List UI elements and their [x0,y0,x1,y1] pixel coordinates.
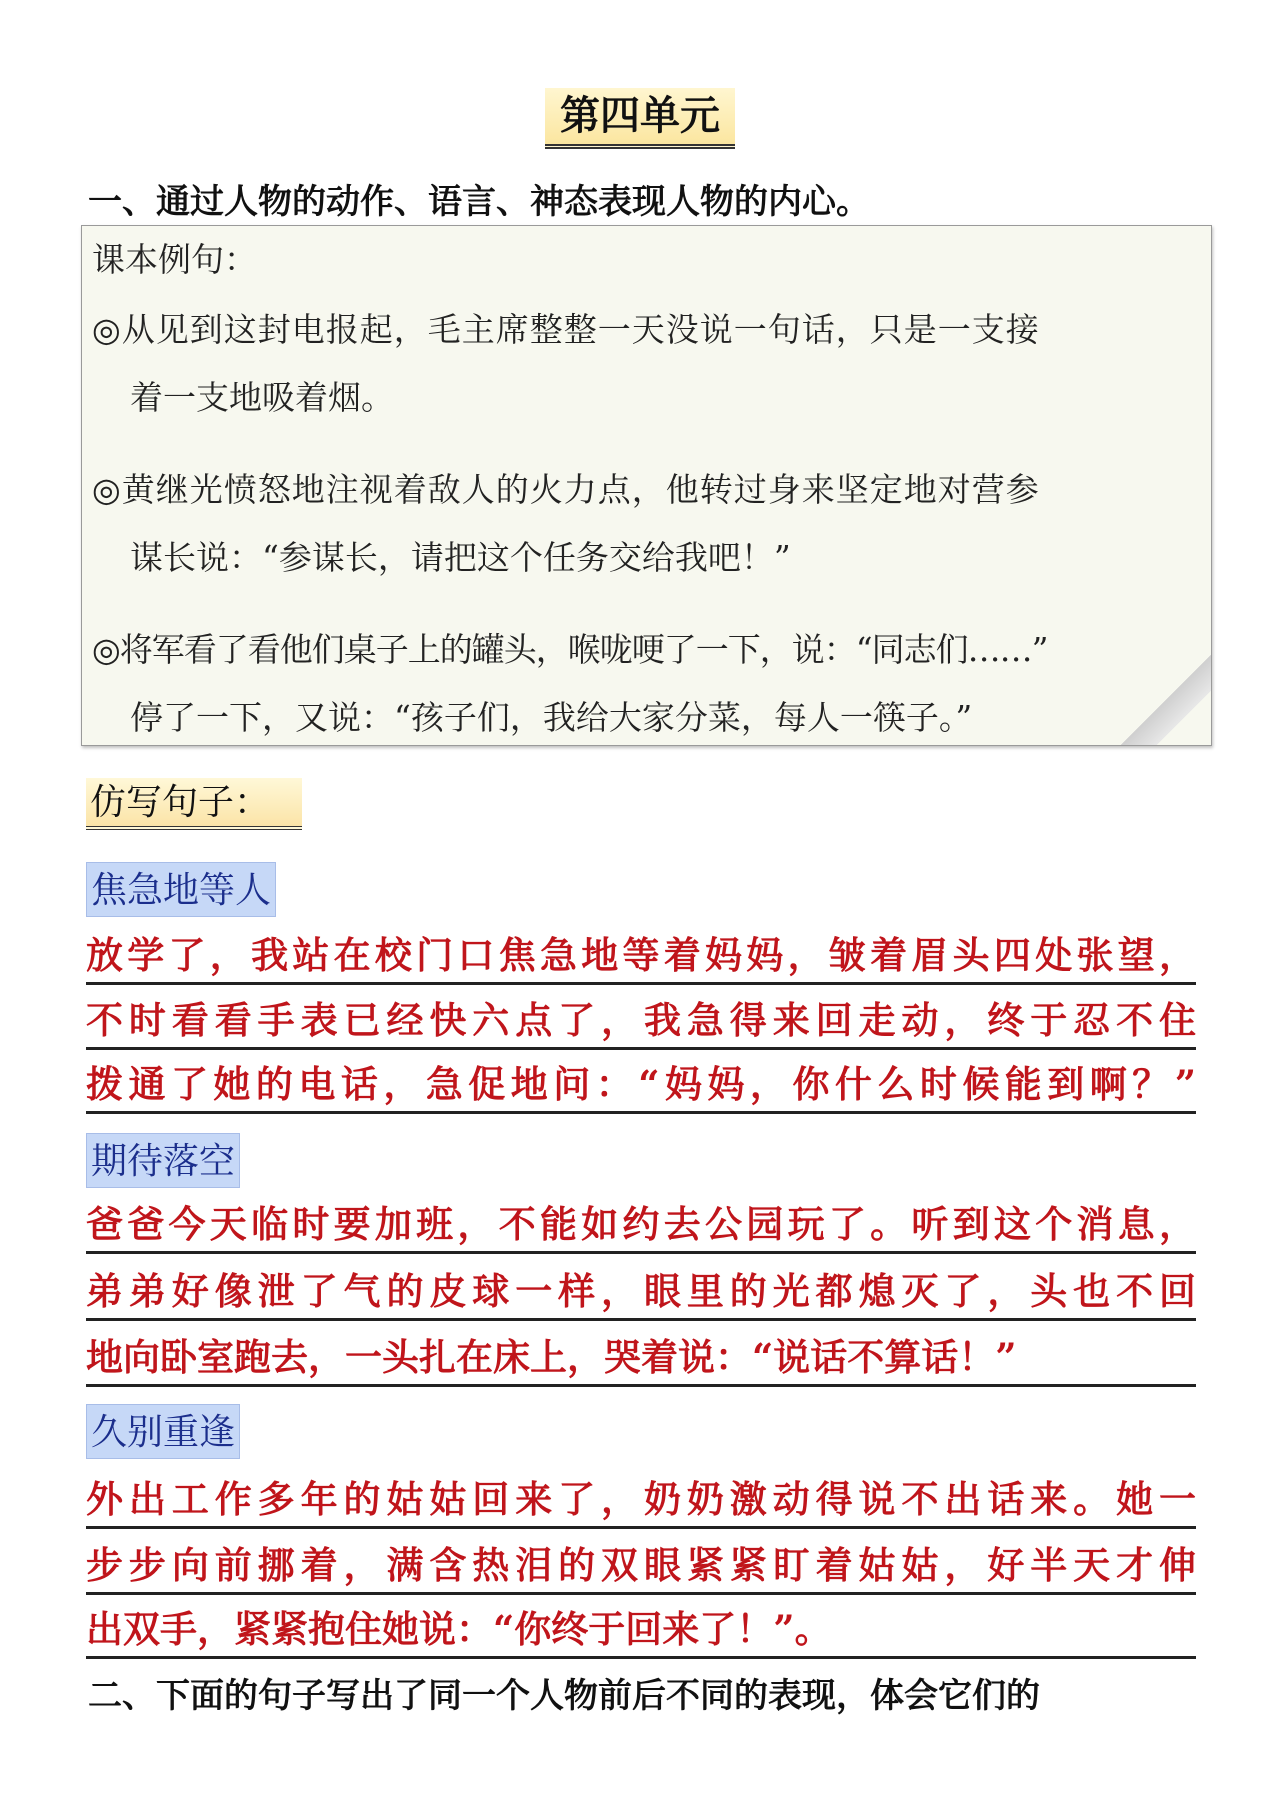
imitation-line: 外出工作多年的姑姑回来了，奶奶激动得说不出话来。她一 [86,1474,1196,1529]
textbook-examples-box [81,225,1212,746]
topic-label: 久别重逢 [86,1404,240,1459]
example-line: ◎将军看了看他们桌子上的罐头，喉咙哽了一下，说：“同志们……” [92,630,1048,669]
imitation-line: 不时看看手表已经快六点了，我急得来回走动，终于忍不住 [86,995,1196,1050]
imitation-line: 放学了，我站在校门口焦急地等着妈妈，皱着眉头四处张望， [86,930,1196,985]
imitation-heading: 仿写句子： [86,778,302,830]
imitation-line: 拨通了她的电话，急促地问：“妈妈，你什么时候能到啊？” [86,1059,1196,1114]
topic-label: 期待落空 [86,1133,240,1188]
section-1-heading: 一、通过人物的动作、语言、神态表现人物的内心。 [88,182,870,222]
unit-title: 第四单元 [545,88,735,149]
section-2-heading: 二、下面的句子写出了同一个人物前后不同的表现，体会它们的 [88,1676,1040,1716]
imitation-line: 出双手，紧紧抱住她说：“你终于回来了！”。 [86,1604,1196,1659]
imitation-line: 步步向前挪着，满含热泪的双眼紧紧盯着姑姑，好半天才伸 [86,1540,1196,1595]
imitation-line: 爸爸今天临时要加班，不能如约去公园玩了。听到这个消息， [86,1199,1196,1254]
example-line: ◎从见到这封电报起，毛主席整整一天没说一句话，只是一支接 [92,310,1040,349]
example-line: 停了一下，又说：“孩子们，我给大家分菜，每人一筷子。” [130,698,973,737]
imitation-line: 地向卧室跑去，一头扎在床上，哭着说：“说话不算话！” [86,1332,1196,1387]
imitation-line: 弟弟好像泄了气的皮球一样，眼里的光都熄灭了，头也不回 [86,1266,1196,1321]
textbook-label: 课本例句： [92,240,257,279]
example-line: 谋长说：“参谋长，请把这个任务交给我吧！” [130,538,791,577]
example-line: 着一支地吸着烟。 [130,378,394,417]
topic-label: 焦急地等人 [86,862,276,917]
example-line: ◎黄继光愤怒地注视着敌人的火力点，他转过身来坚定地对营参 [92,470,1040,509]
page-curl-decoration [1121,655,1211,745]
